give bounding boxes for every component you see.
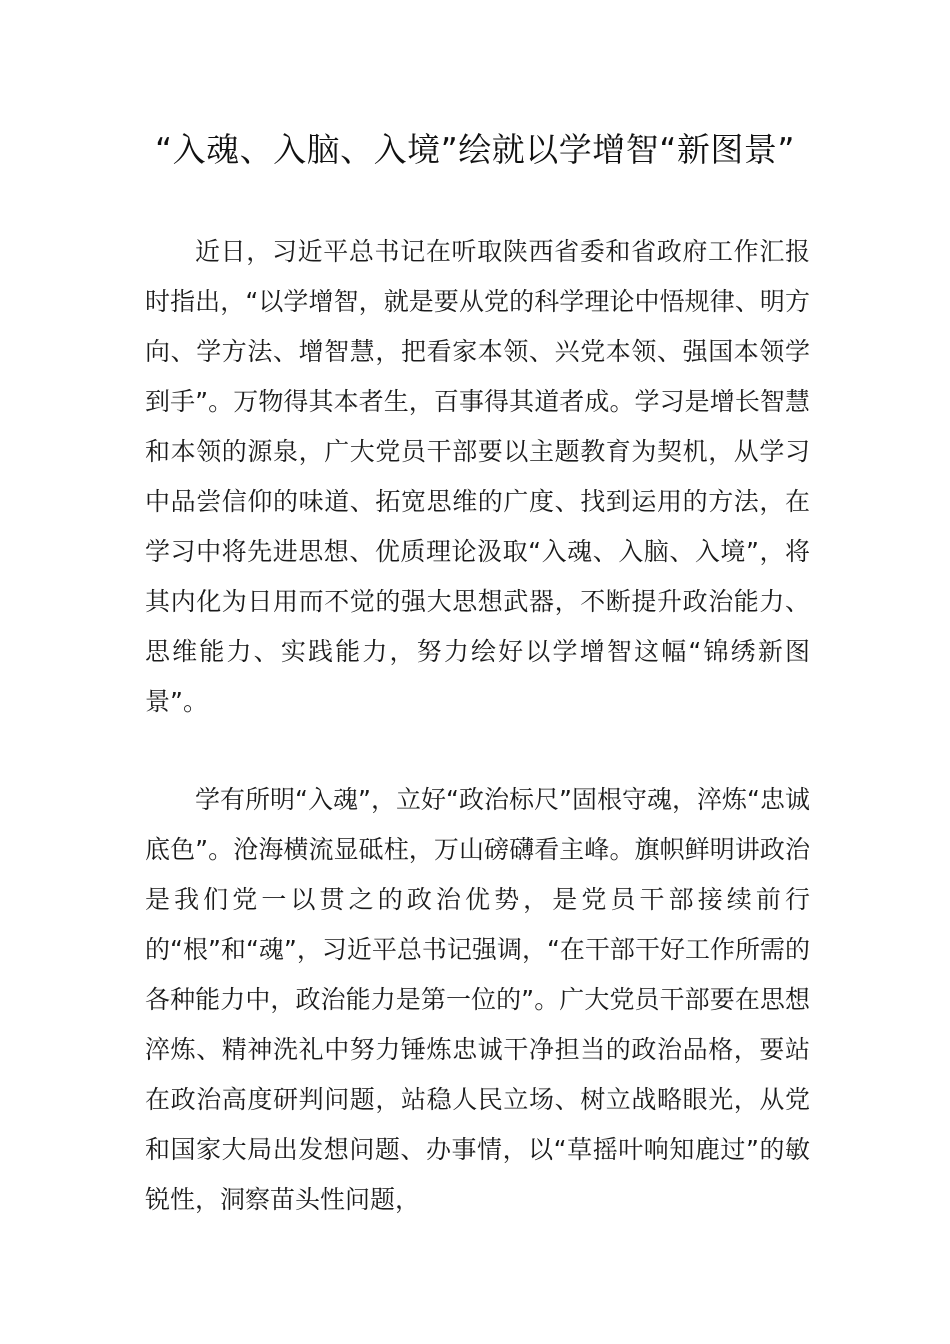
body-paragraph-1: 近日，习近平总书记在听取陕西省委和省政府工作汇报时指出，“以学增智，就是要从党的科学理论中悟规律、明方向、学方法、增智慧，把看家本领、兴党本领、强国本领学到手”。万物得其本者生，百事得其道者成。学习是增长智慧和本领的源泉，广大党员干部要以主题教育为契机，从学习中品尝信仰的味道、拓宽思维的广度、找到运用的方法，在学习中将先进思想、优质理论汲取“入魂、入脑、入境”，将其内化为日用而不觉的强大思想武器，不断提升政治能力、思维能力、实践能力，努力绘好以学增智这幅“锦绣新图景”。 xyxy=(145,237,810,716)
body-paragraph-2: 学有所明“入魂”，立好“政治标尺”固根守魂，淬炼“忠诚底色”。沧海横流显砥柱，万山磅礴看主峰。旗帜鲜明讲政治是我们党一以贯之的政治优势，是党员干部接续前行的“根”和“魂”，习近平总书记强调，“在干部干好工作所需的各种能力中，政治能力是第一位的”。广大党员干部要在思想淬炼、精神洗礼中努力锤炼忠诚干净担当的政治品格，要站在政治高度研判问题，站稳人民立场、树立战略眼光，从党和国家大局出发想问题、办事情，以“草摇叶响知鹿过”的敏锐性，洞察苗头性问题， xyxy=(145,785,810,1214)
document-title: “入魂、入脑、入境”绘就以学增智“新图景” xyxy=(155,130,795,169)
